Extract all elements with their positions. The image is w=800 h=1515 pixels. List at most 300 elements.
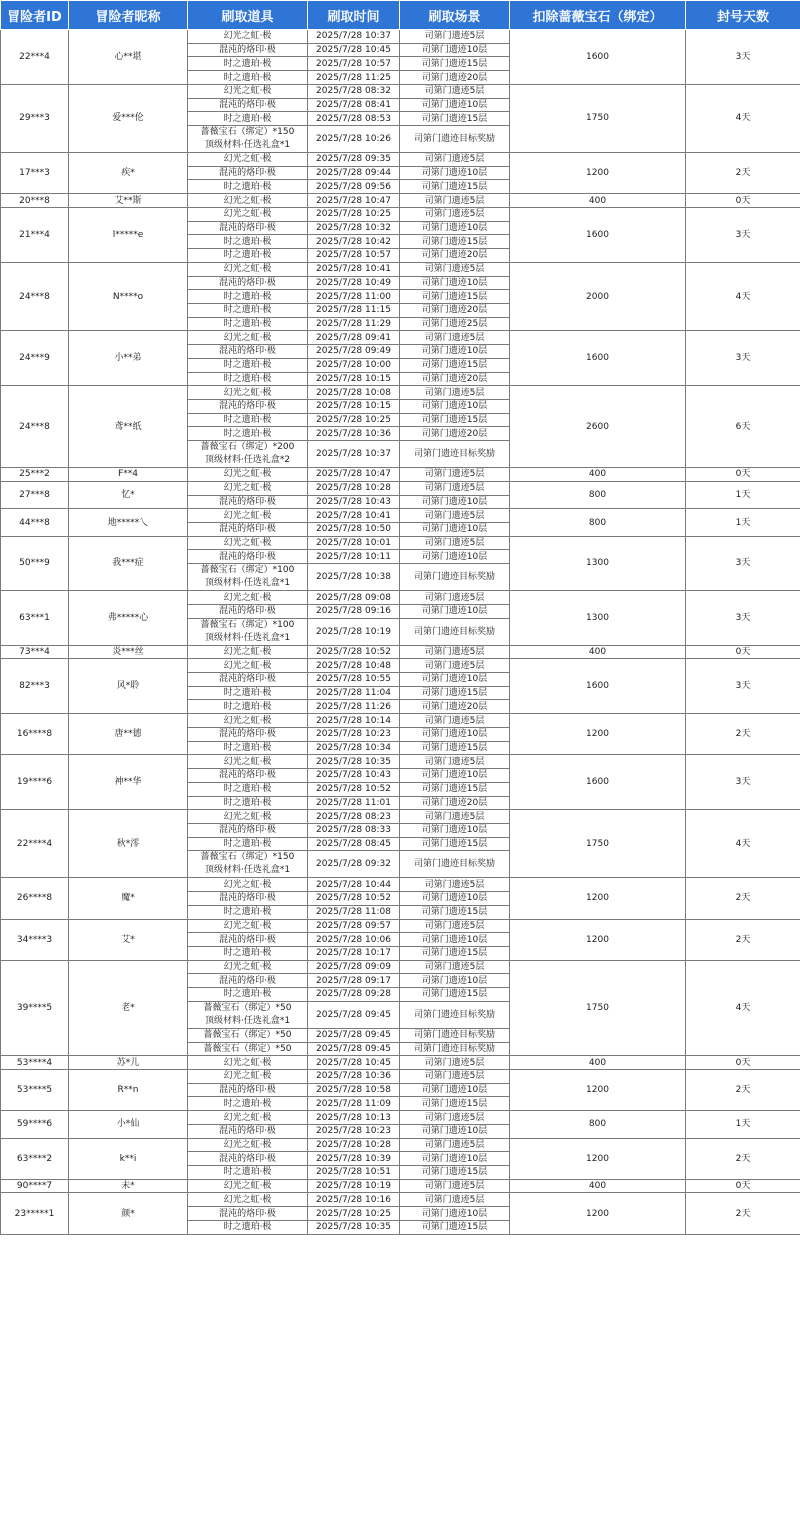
time-cell: 2025/7/28 11:08 [308, 905, 400, 919]
item-line: 时之遗珀·极 [223, 428, 272, 439]
ban-days-cell: 2天 [686, 1193, 800, 1234]
scene-cell: 司第门遗迹10层 [400, 523, 510, 537]
scene-cell: 司第门遗迹目标奖励 [400, 618, 510, 645]
scene-cell: 司第门遗迹10层 [400, 495, 510, 509]
deduction-cell: 1200 [510, 1138, 686, 1179]
item-line: 时之遗珀·极 [223, 839, 272, 850]
adventurer-id-cell: 19****6 [1, 755, 69, 810]
item-line: 顶级材料·任选礼盒*1 [204, 1015, 291, 1026]
deduction-cell: 400 [510, 194, 686, 208]
scene-cell: 司第门遗迹5层 [400, 591, 510, 605]
time-cell: 2025/7/28 10:16 [308, 1193, 400, 1207]
table-row [1, 1193, 800, 1207]
time-cell: 2025/7/28 10:42 [308, 235, 400, 249]
time-cell: 2025/7/28 09:44 [308, 166, 400, 180]
item-cell [188, 399, 308, 413]
scene-cell: 司第门遗迹5层 [400, 194, 510, 208]
item-line: 时之遗珀·极 [223, 236, 272, 247]
item-line: 幻光之虹·极 [223, 879, 272, 890]
scene-cell: 司第门遗迹5层 [400, 536, 510, 550]
item-line: 顶级材料·任选礼盒*1 [204, 865, 291, 876]
nickname-cell: 爱***伦 [69, 84, 188, 152]
time-cell: 2025/7/28 10:36 [308, 1070, 400, 1084]
time-cell: 2025/7/28 10:44 [308, 878, 400, 892]
scene-cell: 司第门遗迹5层 [400, 810, 510, 824]
time-cell: 2025/7/28 08:53 [308, 112, 400, 126]
item-cell [188, 43, 308, 57]
time-cell: 2025/7/28 10:58 [308, 1083, 400, 1097]
item-cell [188, 686, 308, 700]
item-line: 顶级材料·任选礼盒*1 [204, 632, 291, 643]
deduction-cell: 1600 [510, 30, 686, 85]
scene-cell: 司第门遗迹10层 [400, 276, 510, 290]
time-cell: 2025/7/28 09:08 [308, 591, 400, 605]
scene-cell: 司第门遗迹10层 [400, 43, 510, 57]
table-header-row [1, 1, 800, 30]
ban-days-cell: 2天 [686, 1138, 800, 1179]
item-cell [188, 878, 308, 892]
item-line: 时之遗珀·极 [223, 688, 272, 699]
table-row [1, 481, 800, 495]
item-cell [188, 358, 308, 372]
scene-cell: 司第门遗迹20层 [400, 372, 510, 386]
time-cell: 2025/7/28 09:32 [308, 851, 400, 878]
time-cell: 2025/7/28 10:48 [308, 659, 400, 673]
time-cell: 2025/7/28 10:45 [308, 1056, 400, 1070]
time-cell: 2025/7/28 11:00 [308, 290, 400, 304]
item-cell [188, 591, 308, 605]
scene-cell: 司第门遗迹15层 [400, 290, 510, 304]
deduction-cell: 400 [510, 645, 686, 659]
item-line: 混沌的烙印·极 [219, 401, 276, 412]
header-nickname: 冒险者昵称 [69, 1, 188, 30]
item-cell [188, 1083, 308, 1097]
scene-cell: 司第门遗迹10层 [400, 769, 510, 783]
item-cell [188, 112, 308, 126]
item-line: 混沌的烙印·极 [219, 606, 276, 617]
deduction-cell: 1300 [510, 536, 686, 590]
scene-cell: 司第门遗迹10层 [400, 166, 510, 180]
adventurer-id-cell: 53****5 [1, 1070, 69, 1111]
scene-cell: 司第门遗迹目标奖励 [400, 1028, 510, 1042]
table-row [1, 207, 800, 221]
item-line: 时之遗珀·极 [223, 742, 272, 753]
item-cell [188, 714, 308, 728]
scene-cell: 司第门遗迹20层 [400, 427, 510, 441]
deduction-cell: 400 [510, 468, 686, 482]
time-cell: 2025/7/28 10:14 [308, 714, 400, 728]
item-cell [188, 427, 308, 441]
scene-cell: 司第门遗迹20层 [400, 796, 510, 810]
nickname-cell: F**4 [69, 468, 188, 482]
scene-cell: 司第门遗迹5层 [400, 468, 510, 482]
item-cell [188, 221, 308, 235]
item-line: 蔷薇宝石（绑定）*150 [200, 852, 295, 863]
item-line: 幻光之虹·极 [223, 538, 272, 549]
table-row [1, 1056, 800, 1070]
item-cell [188, 1042, 308, 1056]
scene-cell: 司第门遗迹5层 [400, 1070, 510, 1084]
time-cell: 2025/7/28 09:56 [308, 180, 400, 194]
nickname-cell: 神**华 [69, 755, 188, 810]
scene-cell: 司第门遗迹10层 [400, 98, 510, 112]
time-cell: 2025/7/28 11:25 [308, 71, 400, 85]
table-row [1, 919, 800, 933]
nickname-cell: 颜* [69, 1193, 188, 1234]
nickname-cell: 鸢**纸 [69, 386, 188, 468]
table-row [1, 536, 800, 550]
adventurer-id-cell: 34****3 [1, 919, 69, 960]
adventurer-id-cell: 44***8 [1, 509, 69, 536]
scene-cell: 司第门遗迹5层 [400, 1179, 510, 1193]
scene-cell: 司第门遗迹5层 [400, 1056, 510, 1070]
item-line: 幻光之虹·极 [223, 332, 272, 343]
item-cell [188, 372, 308, 386]
time-cell: 2025/7/28 10:01 [308, 536, 400, 550]
item-line: 幻光之虹·极 [223, 510, 272, 521]
time-cell: 2025/7/28 10:41 [308, 509, 400, 523]
item-cell [188, 1179, 308, 1193]
item-cell [188, 919, 308, 933]
time-cell: 2025/7/28 10:38 [308, 564, 400, 591]
time-cell: 2025/7/28 10:37 [308, 30, 400, 44]
table-row [1, 1179, 800, 1193]
item-line: 幻光之虹·极 [223, 592, 272, 603]
scene-cell: 司第门遗迹5层 [400, 714, 510, 728]
item-cell [188, 1111, 308, 1125]
time-cell: 2025/7/28 10:23 [308, 727, 400, 741]
scene-cell: 司第门遗迹10层 [400, 892, 510, 906]
item-cell [188, 823, 308, 837]
table-row [1, 810, 800, 824]
table-row [1, 659, 800, 673]
scene-cell: 司第门遗迹10层 [400, 1207, 510, 1221]
time-cell: 2025/7/28 10:32 [308, 221, 400, 235]
deduction-cell: 1750 [510, 960, 686, 1056]
time-cell: 2025/7/28 10:23 [308, 1124, 400, 1138]
scene-cell: 司第门遗迹15层 [400, 358, 510, 372]
item-line: 混沌的烙印·极 [219, 674, 276, 685]
scene-cell: 司第门遗迹15层 [400, 1097, 510, 1111]
ban-days-cell: 3天 [686, 207, 800, 262]
time-cell: 2025/7/28 11:15 [308, 303, 400, 317]
item-cell [188, 1166, 308, 1180]
item-line: 时之遗珀·极 [223, 701, 272, 712]
item-line: 混沌的烙印·极 [219, 1126, 276, 1137]
time-cell: 2025/7/28 10:13 [308, 1111, 400, 1125]
item-cell [188, 262, 308, 276]
item-line: 幻光之虹·极 [223, 209, 272, 220]
item-cell [188, 468, 308, 482]
scene-cell: 司第门遗迹10层 [400, 221, 510, 235]
scene-cell: 司第门遗迹10层 [400, 604, 510, 618]
time-cell: 2025/7/28 09:17 [308, 974, 400, 988]
deduction-cell: 1200 [510, 153, 686, 194]
item-line: 时之遗珀·极 [223, 181, 272, 192]
item-line: 时之遗珀·极 [223, 415, 272, 426]
ban-days-cell: 4天 [686, 960, 800, 1056]
header-scene: 刷取场景 [400, 1, 510, 30]
scene-cell: 司第门遗迹5层 [400, 1193, 510, 1207]
item-cell [188, 974, 308, 988]
item-line: 幻光之虹·极 [223, 1194, 272, 1205]
item-cell [188, 837, 308, 851]
scene-cell: 司第门遗迹15层 [400, 180, 510, 194]
time-cell: 2025/7/28 08:41 [308, 98, 400, 112]
time-cell: 2025/7/28 09:09 [308, 960, 400, 974]
table-row [1, 84, 800, 98]
item-cell [188, 71, 308, 85]
scene-cell: 司第门遗迹目标奖励 [400, 1042, 510, 1056]
item-line: 幻光之虹·极 [223, 646, 272, 657]
nickname-cell: 炎***丝 [69, 645, 188, 659]
nickname-cell: 地*****乀 [69, 509, 188, 536]
adventurer-id-cell: 23*****1 [1, 1193, 69, 1234]
item-cell [188, 317, 308, 331]
item-cell [188, 481, 308, 495]
adventurer-id-cell: 27***8 [1, 481, 69, 508]
item-cell [188, 509, 308, 523]
item-line: 幻光之虹·极 [223, 154, 272, 165]
scene-cell: 司第门遗迹10层 [400, 673, 510, 687]
nickname-cell: 疾* [69, 153, 188, 194]
item-cell [188, 564, 308, 591]
item-cell [188, 769, 308, 783]
time-cell: 2025/7/28 10:41 [308, 262, 400, 276]
item-cell [188, 892, 308, 906]
item-cell [188, 1001, 308, 1028]
deduction-cell: 1200 [510, 919, 686, 960]
nickname-cell: l*****e [69, 207, 188, 262]
adventurer-id-cell: 24***9 [1, 331, 69, 386]
ban-days-cell: 0天 [686, 468, 800, 482]
time-cell: 2025/7/28 10:26 [308, 126, 400, 153]
nickname-cell: 小*仙 [69, 1111, 188, 1138]
scene-cell: 司第门遗迹目标奖励 [400, 564, 510, 591]
item-line: 时之遗珀·极 [223, 319, 272, 330]
adventurer-id-cell: 24***8 [1, 386, 69, 468]
time-cell: 2025/7/28 08:32 [308, 84, 400, 98]
adventurer-id-cell: 63***1 [1, 591, 69, 645]
ban-days-cell: 4天 [686, 84, 800, 152]
scene-cell: 司第门遗迹15层 [400, 782, 510, 796]
ban-days-cell: 2天 [686, 714, 800, 755]
item-line: 时之遗珀·极 [223, 72, 272, 83]
scene-cell: 司第门遗迹5层 [400, 207, 510, 221]
nickname-cell: 未* [69, 1179, 188, 1193]
item-cell [188, 153, 308, 167]
item-line: 蔷薇宝石（绑定）*100 [200, 619, 295, 630]
time-cell: 2025/7/28 09:45 [308, 1028, 400, 1042]
item-line: 混沌的烙印·极 [219, 729, 276, 740]
time-cell: 2025/7/28 10:52 [308, 645, 400, 659]
deduction-cell: 800 [510, 481, 686, 508]
ban-days-cell: 0天 [686, 1179, 800, 1193]
header-time: 刷取时间 [308, 1, 400, 30]
ban-days-cell: 2天 [686, 1070, 800, 1111]
ban-days-cell: 4天 [686, 810, 800, 878]
nickname-cell: 心**堪 [69, 30, 188, 85]
item-cell [188, 1056, 308, 1070]
adventurer-id-cell: 22***4 [1, 30, 69, 85]
scene-cell: 司第门遗迹10层 [400, 399, 510, 413]
table-row [1, 960, 800, 974]
nickname-cell: 唐**德 [69, 714, 188, 755]
item-cell [188, 194, 308, 208]
adventurer-id-cell: 39****5 [1, 960, 69, 1056]
item-line: 幻光之虹·极 [223, 660, 272, 671]
scene-cell: 司第门遗迹15层 [400, 57, 510, 71]
scene-cell: 司第门遗迹10层 [400, 1152, 510, 1166]
time-cell: 2025/7/28 10:50 [308, 523, 400, 537]
table-row [1, 645, 800, 659]
scene-cell: 司第门遗迹15层 [400, 686, 510, 700]
item-line: 混沌的烙印·极 [219, 45, 276, 56]
item-cell [188, 946, 308, 960]
item-line: 幻光之虹·极 [223, 31, 272, 42]
item-cell [188, 645, 308, 659]
item-cell [188, 180, 308, 194]
ban-days-cell: 4天 [686, 262, 800, 331]
item-cell [188, 331, 308, 345]
item-cell [188, 755, 308, 769]
time-cell: 2025/7/28 10:25 [308, 1207, 400, 1221]
scene-cell: 司第门遗迹15层 [400, 1220, 510, 1234]
item-line: 时之遗珀·极 [223, 373, 272, 384]
ban-days-cell: 3天 [686, 536, 800, 590]
item-line: 时之遗珀·极 [223, 1222, 272, 1233]
time-cell: 2025/7/28 10:37 [308, 441, 400, 468]
nickname-cell: R**n [69, 1070, 188, 1111]
ban-days-cell: 3天 [686, 30, 800, 85]
time-cell: 2025/7/28 10:57 [308, 249, 400, 263]
adventurer-id-cell: 29***3 [1, 84, 69, 152]
deduction-cell: 1300 [510, 591, 686, 645]
item-line: 混沌的烙印·极 [219, 1085, 276, 1096]
ban-days-cell: 1天 [686, 1111, 800, 1138]
table-row [1, 714, 800, 728]
adventurer-id-cell: 73***4 [1, 645, 69, 659]
item-cell [188, 523, 308, 537]
time-cell: 2025/7/28 11:26 [308, 700, 400, 714]
item-line: 幻光之虹·极 [223, 1112, 272, 1123]
deduction-cell: 800 [510, 1111, 686, 1138]
item-line: 混沌的烙印·极 [219, 1208, 276, 1219]
header-item: 刷取道具 [188, 1, 308, 30]
scene-cell: 司第门遗迹5层 [400, 30, 510, 44]
time-cell: 2025/7/28 10:57 [308, 57, 400, 71]
item-line: 幻光之虹·极 [223, 483, 272, 494]
adventurer-id-cell: 20***8 [1, 194, 69, 208]
item-cell [188, 386, 308, 400]
item-line: 幻光之虹·极 [223, 86, 272, 97]
scene-cell: 司第门遗迹目标奖励 [400, 441, 510, 468]
time-cell: 2025/7/28 10:43 [308, 495, 400, 509]
header-ban-days: 封号天数 [686, 1, 800, 30]
nickname-cell: 风*聆 [69, 659, 188, 714]
table-row [1, 468, 800, 482]
item-line: 时之遗珀·极 [223, 58, 272, 69]
scene-cell: 司第门遗迹5层 [400, 1111, 510, 1125]
time-cell: 2025/7/28 10:19 [308, 1179, 400, 1193]
scene-cell: 司第门遗迹20层 [400, 303, 510, 317]
scene-cell: 司第门遗迹15层 [400, 905, 510, 919]
adventurer-id-cell: 21***4 [1, 207, 69, 262]
time-cell: 2025/7/28 10:39 [308, 1152, 400, 1166]
item-line: 时之遗珀·极 [223, 907, 272, 918]
adventurer-id-cell: 24***8 [1, 262, 69, 331]
adventurer-id-cell: 59****6 [1, 1111, 69, 1138]
scene-cell: 司第门遗迹25层 [400, 317, 510, 331]
adventurer-id-cell: 50***9 [1, 536, 69, 590]
item-cell [188, 851, 308, 878]
time-cell: 2025/7/28 10:00 [308, 358, 400, 372]
nickname-cell: 老* [69, 960, 188, 1056]
ban-days-cell: 2天 [686, 878, 800, 919]
scene-cell: 司第门遗迹10层 [400, 933, 510, 947]
scene-cell: 司第门遗迹5层 [400, 878, 510, 892]
item-cell [188, 1193, 308, 1207]
item-cell [188, 1097, 308, 1111]
time-cell: 2025/7/28 10:47 [308, 194, 400, 208]
scene-cell: 司第门遗迹20层 [400, 700, 510, 714]
scene-cell: 司第门遗迹15层 [400, 837, 510, 851]
item-line: 蔷薇宝石（绑定）*100 [200, 565, 295, 576]
table-row [1, 509, 800, 523]
ban-days-cell: 0天 [686, 645, 800, 659]
table-row [1, 1138, 800, 1152]
time-cell: 2025/7/28 11:09 [308, 1097, 400, 1111]
scene-cell: 司第门遗迹15层 [400, 741, 510, 755]
item-line: 混沌的烙印·极 [219, 99, 276, 110]
adventurer-id-cell: 25***2 [1, 468, 69, 482]
scene-cell: 司第门遗迹5层 [400, 481, 510, 495]
table-row [1, 262, 800, 276]
nickname-cell: 艾**斯 [69, 194, 188, 208]
item-line: 混沌的烙印·极 [219, 168, 276, 179]
scene-cell: 司第门遗迹5层 [400, 659, 510, 673]
time-cell: 2025/7/28 09:45 [308, 1042, 400, 1056]
item-cell [188, 960, 308, 974]
time-cell: 2025/7/28 09:57 [308, 919, 400, 933]
scene-cell: 司第门遗迹10层 [400, 345, 510, 359]
item-cell [188, 700, 308, 714]
item-cell [188, 1138, 308, 1152]
item-cell [188, 1070, 308, 1084]
item-line: 混沌的烙印·极 [219, 934, 276, 945]
adventurer-id-cell: 16****8 [1, 714, 69, 755]
item-line: 幻光之虹·极 [223, 1057, 272, 1068]
ban-days-cell: 0天 [686, 194, 800, 208]
scene-cell: 司第门遗迹5层 [400, 509, 510, 523]
table-row [1, 1070, 800, 1084]
ban-days-cell: 6天 [686, 386, 800, 468]
time-cell: 2025/7/28 09:45 [308, 1001, 400, 1028]
item-line: 蔷薇宝石（绑定）*50 [203, 1030, 292, 1041]
nickname-cell: 魔* [69, 878, 188, 919]
item-line: 幻光之虹·极 [223, 1181, 272, 1192]
item-line: 幻光之虹·极 [223, 1071, 272, 1082]
ban-days-cell: 3天 [686, 755, 800, 810]
deduction-cell: 1200 [510, 714, 686, 755]
header-adventurer-id: 冒险者ID [1, 1, 69, 30]
item-line: 幻光之虹·极 [223, 469, 272, 480]
item-line: 时之遗珀·极 [223, 113, 272, 124]
nickname-cell: 艾* [69, 919, 188, 960]
item-cell [188, 550, 308, 564]
item-cell [188, 30, 308, 44]
time-cell: 2025/7/28 09:28 [308, 988, 400, 1002]
